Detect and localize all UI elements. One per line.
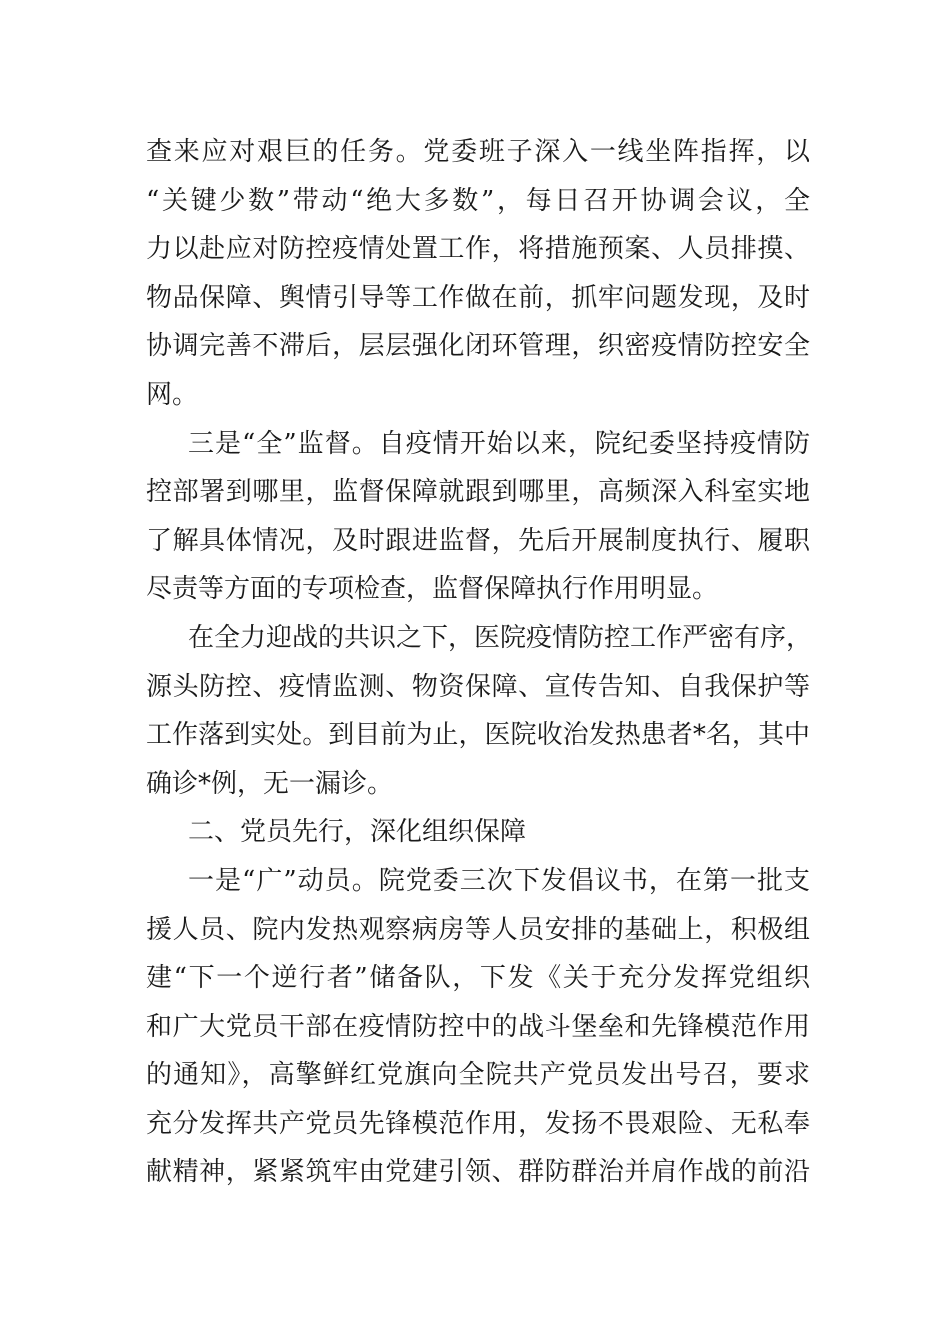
paragraph-line: 和广大党员干部在疫情防控中的战斗堡垒和先锋模范作用	[146, 1011, 810, 1042]
paragraph-line: 控部署到哪里，监督保障就跟到哪里，高频深入科室实地	[146, 477, 810, 508]
paragraph-line: 查来应对艰巨的任务。党委班子深入一线坐阵指挥，以	[146, 137, 810, 167]
paragraph-line: “关键少数”带动“绝大多数”，每日召开协调会议，全	[146, 185, 810, 216]
paragraph-line: 工作落到实处。到目前为止，医院收治发热患者*名，其中	[146, 720, 810, 751]
paragraph-line: 尽责等方面的专项检查，监督保障执行作用明显。	[146, 574, 719, 605]
paragraph-line: 的通知》，高擎鲜红党旗向全院共产党员发出号召，要求	[146, 1060, 810, 1091]
paragraph-line: 建“下一个逆行者”储备队，下发《关于充分发挥党组织	[146, 963, 810, 994]
paragraph-line: 援人员、院内发热观察病房等人员安排的基础上，积极组	[146, 914, 810, 945]
paragraph-line: 确诊*例，无一漏诊。	[146, 768, 394, 799]
section-heading: 二、党员先行，深化组织保障	[188, 817, 527, 848]
paragraph-first-line: 在全力迎战的共识之下，医院疫情防控工作严密有序，	[188, 622, 813, 653]
paragraph-line: 物品保障、舆情引导等工作做在前，抓牢问题发现，及时	[146, 282, 810, 313]
paragraph-line: 献精神，紧紧筑牢由党建引领、群防群治并肩作战的前沿	[146, 1157, 810, 1188]
paragraph-line: 协调完善不滞后，层层强化闭环管理，织密疫情防控安全	[146, 331, 810, 362]
paragraph-line: 了解具体情况，及时跟进监督，先后开展制度执行、履职	[146, 525, 810, 556]
paragraph-first-line: 三是“全”监督。自疫情开始以来，院纪委坚持疫情防	[188, 428, 810, 459]
paragraph-first-line: 一是“广”动员。院党委三次下发倡议书，在第一批支	[188, 865, 810, 896]
paragraph-line: 力以赴应对防控疫情处置工作，将措施预案、人员排摸、	[146, 234, 810, 265]
body-text	[146, 128, 813, 1197]
paragraph-line: 网。	[146, 379, 199, 410]
paragraph-line: 源头防控、疫情监测、物资保障、宣传告知、自我保护等	[146, 671, 810, 702]
paragraph-line: 充分发挥共产党员先锋模范作用，发扬不畏艰险、无私奉	[146, 1108, 810, 1139]
